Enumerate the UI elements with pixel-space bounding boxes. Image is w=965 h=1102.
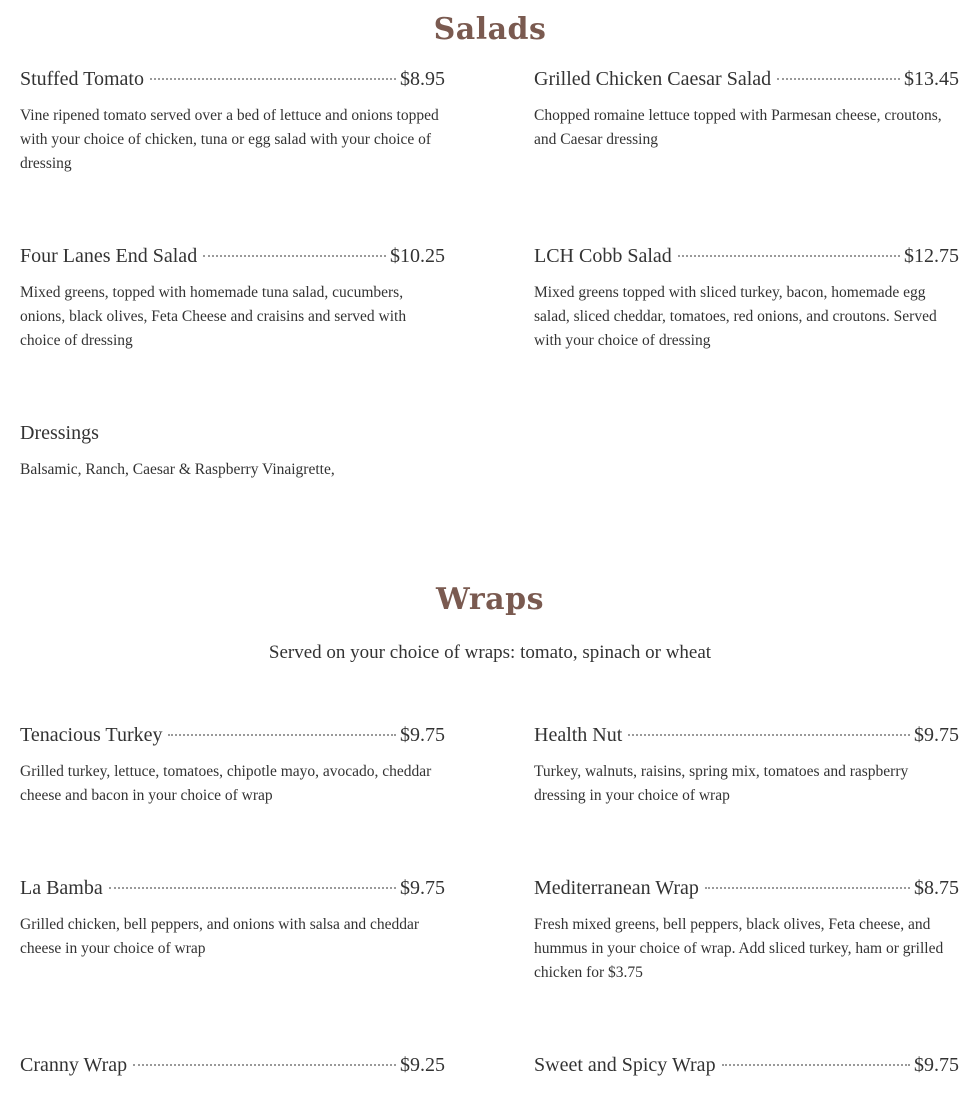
item-price: $9.75	[914, 724, 959, 746]
dotted-leader	[722, 1064, 910, 1066]
dressings-list: Balsamic, Ranch, Caesar & Raspberry Vinaigrette,	[20, 461, 335, 478]
dotted-leader	[168, 734, 396, 736]
item-price: $9.25	[400, 1054, 445, 1076]
item-name: Mediterranean Wrap	[534, 877, 699, 899]
item-description: Mixed greens topped with sliced turkey, bacon, homemade egg salad, sliced cheddar, tomatoes, red onions, and croutons. Served with your choice of dressing	[534, 284, 937, 349]
item-name: Four Lanes End Salad	[20, 245, 198, 267]
salads-title: Salads	[433, 12, 547, 47]
dressings-title: Dressings	[20, 422, 99, 444]
menu-item	[20, 877, 445, 961]
item-name: LCH Cobb Salad	[534, 245, 672, 267]
item-description: Grilled chicken, bell peppers, and onions with salsa and cheddar cheese in your choice of wrap	[20, 916, 420, 957]
item-name: Tenacious Turkey	[20, 724, 163, 746]
item-price: $8.75	[914, 877, 959, 899]
item-description: Turkey, walnuts, raisins, spring mix, tomatoes and raspberry dressing in your choice of wrap	[534, 763, 909, 804]
menu-item	[534, 245, 959, 353]
dotted-leader	[678, 255, 900, 257]
menu-item	[534, 1054, 959, 1082]
menu-item	[534, 877, 959, 985]
dotted-leader	[109, 887, 396, 889]
menu-item	[534, 724, 959, 808]
menu-item	[534, 68, 959, 152]
wraps-subtitle: Served on your choice of wraps: tomato, spinach or wheat	[268, 642, 712, 663]
menu-item	[20, 724, 445, 808]
item-price: $9.75	[400, 877, 445, 899]
dotted-leader	[203, 255, 386, 257]
item-price: $9.75	[400, 724, 445, 746]
wraps-title: Wraps	[436, 582, 544, 617]
item-name: Grilled Chicken Caesar Salad	[534, 68, 772, 90]
item-name: Cranny Wrap	[20, 1054, 128, 1076]
dressings-block	[20, 422, 445, 482]
item-price: $8.95	[400, 68, 445, 90]
menu-item	[20, 1054, 445, 1082]
item-description: Vine ripened tomato served over a bed of lettuce and onions topped with your choice of chicken, tuna or egg salad with your choice of dressing	[20, 107, 439, 172]
item-price: $10.25	[390, 245, 445, 267]
dotted-leader	[777, 78, 900, 80]
item-name: Sweet and Spicy Wrap	[534, 1054, 716, 1076]
item-name: Health Nut	[534, 724, 623, 746]
dotted-leader	[628, 734, 910, 736]
item-description: Mixed greens, topped with homemade tuna salad, cucumbers, onions, black olives, Feta Cheese and craisins and served with choice of dressing	[20, 284, 407, 349]
item-description: Fresh mixed greens, bell peppers, black olives, Feta cheese, and hummus in your choice of wrap. Add sliced turkey, ham or grilled chicken for $3.75	[534, 916, 944, 981]
menu-item	[20, 68, 445, 176]
dotted-leader	[150, 78, 396, 80]
item-description: Grilled turkey, lettuce, tomatoes, chipotle mayo, avocado, cheddar cheese and bacon in your choice of wrap	[20, 763, 432, 804]
item-name: Stuffed Tomato	[20, 68, 144, 90]
dotted-leader	[705, 887, 910, 889]
menu-item	[20, 245, 445, 353]
item-price: $9.75	[914, 1054, 959, 1076]
dotted-leader	[133, 1064, 396, 1066]
item-name: La Bamba	[20, 877, 103, 899]
item-price: $12.75	[904, 245, 959, 267]
item-price: $13.45	[904, 68, 959, 90]
item-description: Chopped romaine lettuce topped with Parmesan cheese, croutons, and Caesar dressing	[534, 107, 942, 148]
